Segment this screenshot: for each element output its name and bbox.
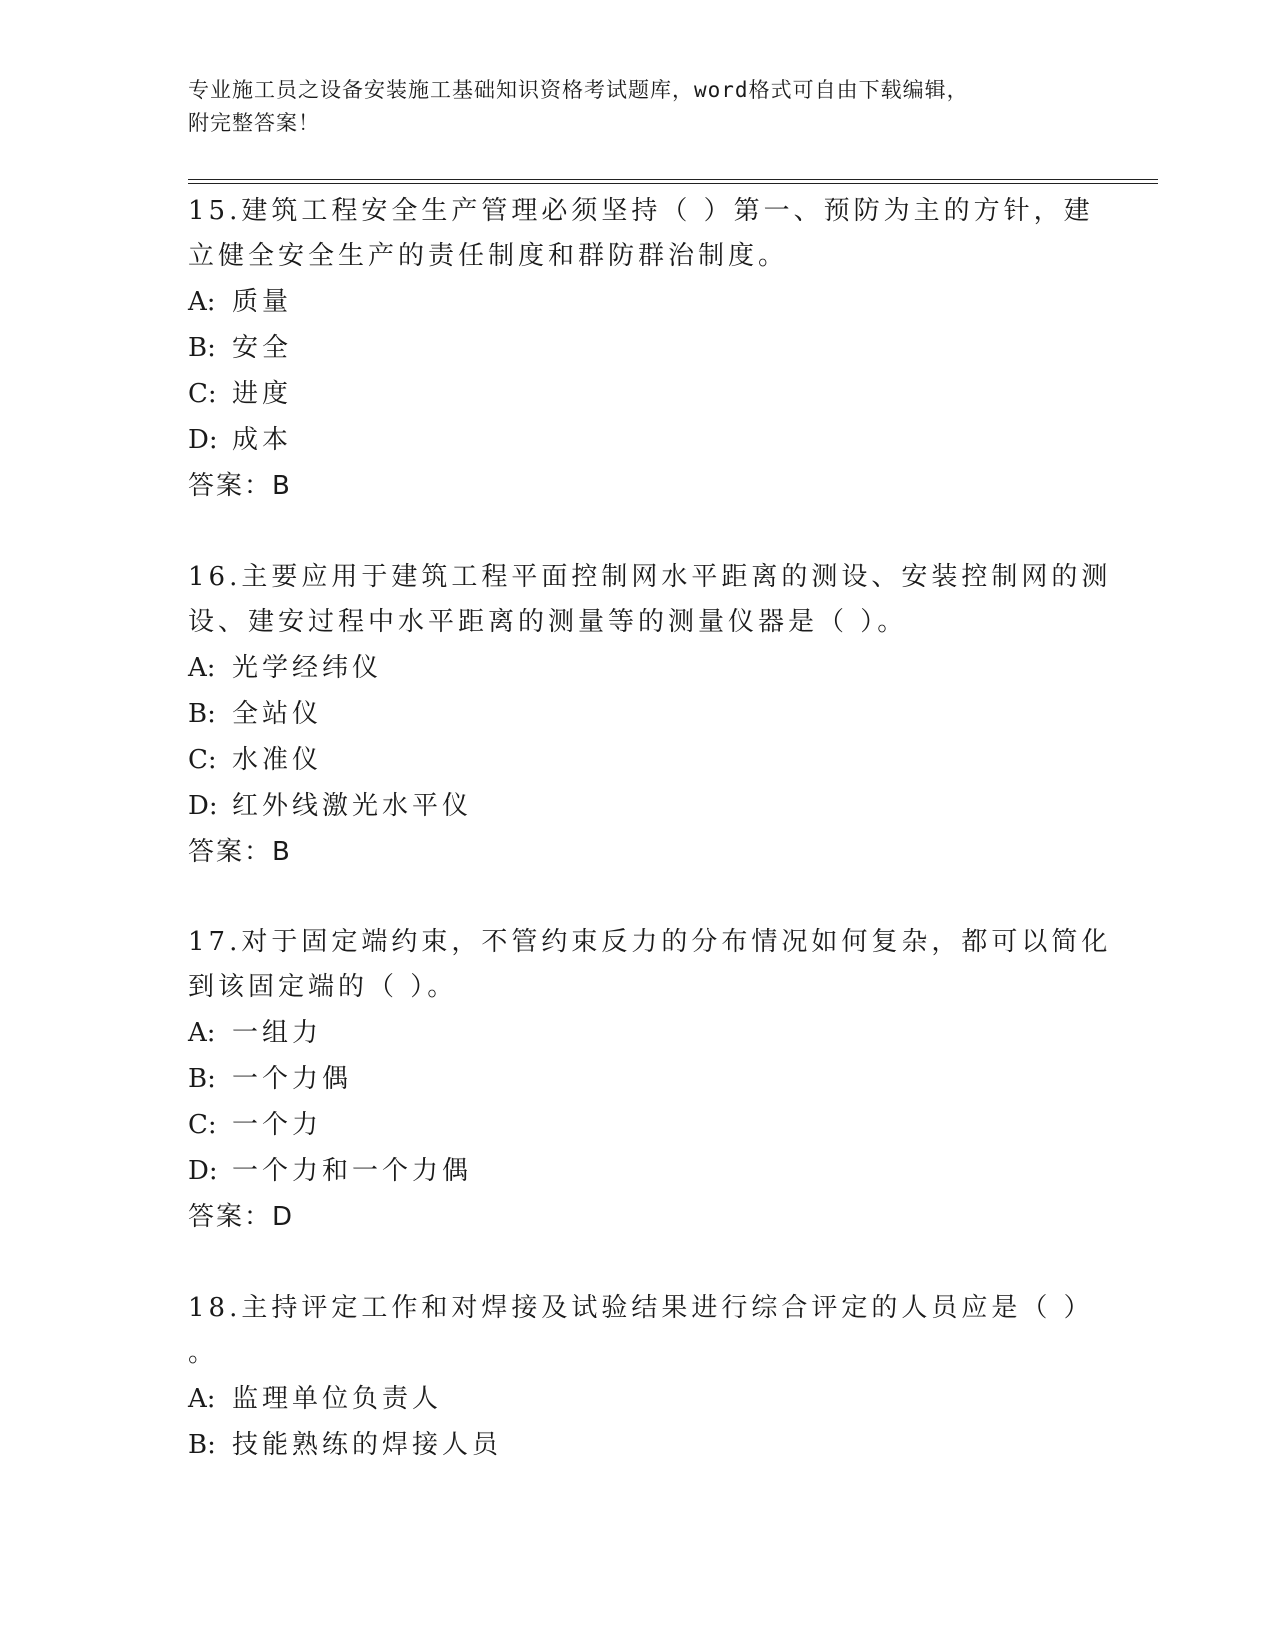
option-text: 一个力和一个力偶 xyxy=(232,1156,473,1186)
option-c xyxy=(188,1102,1088,1148)
option-a xyxy=(188,1376,1088,1422)
option-text: 一组力 xyxy=(232,1018,323,1048)
option-letter: C: xyxy=(188,379,217,409)
option-letter: B: xyxy=(188,1064,216,1094)
option-letter: C: xyxy=(188,1110,217,1140)
header-line-1: 专业施工员之设备安装施工基础知识资格考试题库，word格式可自由下载编辑， xyxy=(188,78,969,102)
header-divider-bottom xyxy=(188,183,1158,184)
option-letter: D: xyxy=(188,791,218,821)
option-b xyxy=(188,1056,1088,1102)
option-letter: B: xyxy=(188,699,216,729)
question-text-line: 。 xyxy=(188,1338,219,1368)
option-letter: A: xyxy=(188,287,216,317)
option-letter: A: xyxy=(188,653,216,683)
answer-line: 答案：B xyxy=(188,471,292,501)
option-text: 质量 xyxy=(232,287,293,317)
option-letter: A: xyxy=(188,1384,216,1414)
question-17 xyxy=(188,920,1112,1240)
option-text: 监理单位负责人 xyxy=(232,1384,443,1414)
option-letter: D: xyxy=(188,1156,218,1186)
question-text-line: 16.主要应用于建筑工程平面控制网水平距离的测设、安装控制网的测 xyxy=(188,562,1112,592)
option-c xyxy=(188,371,1088,417)
option-b xyxy=(188,691,1088,737)
header-divider-top xyxy=(188,179,1158,180)
option-letter: B: xyxy=(188,1430,216,1460)
option-letter: D: xyxy=(188,425,218,455)
document-header xyxy=(188,74,1088,140)
option-text: 技能熟练的焊接人员 xyxy=(232,1430,503,1460)
option-c xyxy=(188,737,1088,783)
option-a xyxy=(188,1010,1088,1056)
option-letter: A: xyxy=(188,1018,216,1048)
question-15 xyxy=(188,189,1094,509)
question-text-line: 18.主持评定工作和对焊接及试验结果进行综合评定的人员应是（ ） xyxy=(188,1293,1094,1323)
option-b xyxy=(188,1422,1088,1468)
option-d xyxy=(188,783,1088,829)
option-letter: C: xyxy=(188,745,217,775)
option-d xyxy=(188,417,1088,463)
option-text: 光学经纬仪 xyxy=(232,653,383,683)
option-text: 一个力偶 xyxy=(232,1064,353,1094)
answer-line: 答案：D xyxy=(188,1202,295,1232)
option-a xyxy=(188,645,1088,691)
option-text: 全站仪 xyxy=(232,699,323,729)
option-text: 红外线激光水平仪 xyxy=(232,791,473,821)
question-16 xyxy=(188,555,1112,875)
header-line-2: 附完整答案！ xyxy=(188,111,320,135)
question-text-line: 立健全安全生产的责任制度和群防群治制度。 xyxy=(188,241,789,271)
option-a xyxy=(188,279,1088,325)
option-text: 安全 xyxy=(232,333,293,363)
answer-line: 答案：B xyxy=(188,837,292,867)
option-d xyxy=(188,1148,1088,1194)
question-18 xyxy=(188,1286,1094,1468)
option-letter: B: xyxy=(188,333,216,363)
option-b xyxy=(188,325,1088,371)
question-text-line: 17.对于固定端约束，不管约束反力的分布情况如何复杂，都可以简化 xyxy=(188,927,1112,957)
question-text-line: 到该固定端的（ ）。 xyxy=(188,972,458,1002)
option-text: 一个力 xyxy=(232,1110,323,1140)
question-text-line: 设、建安过程中水平距离的测量等的测量仪器是（ ）。 xyxy=(188,607,908,637)
option-text: 水准仪 xyxy=(232,745,323,775)
question-text-line: 15.建筑工程安全生产管理必须坚持（ ）第一、预防为主的方针，建 xyxy=(188,196,1094,226)
option-text: 进度 xyxy=(232,379,293,409)
option-text: 成本 xyxy=(232,425,293,455)
